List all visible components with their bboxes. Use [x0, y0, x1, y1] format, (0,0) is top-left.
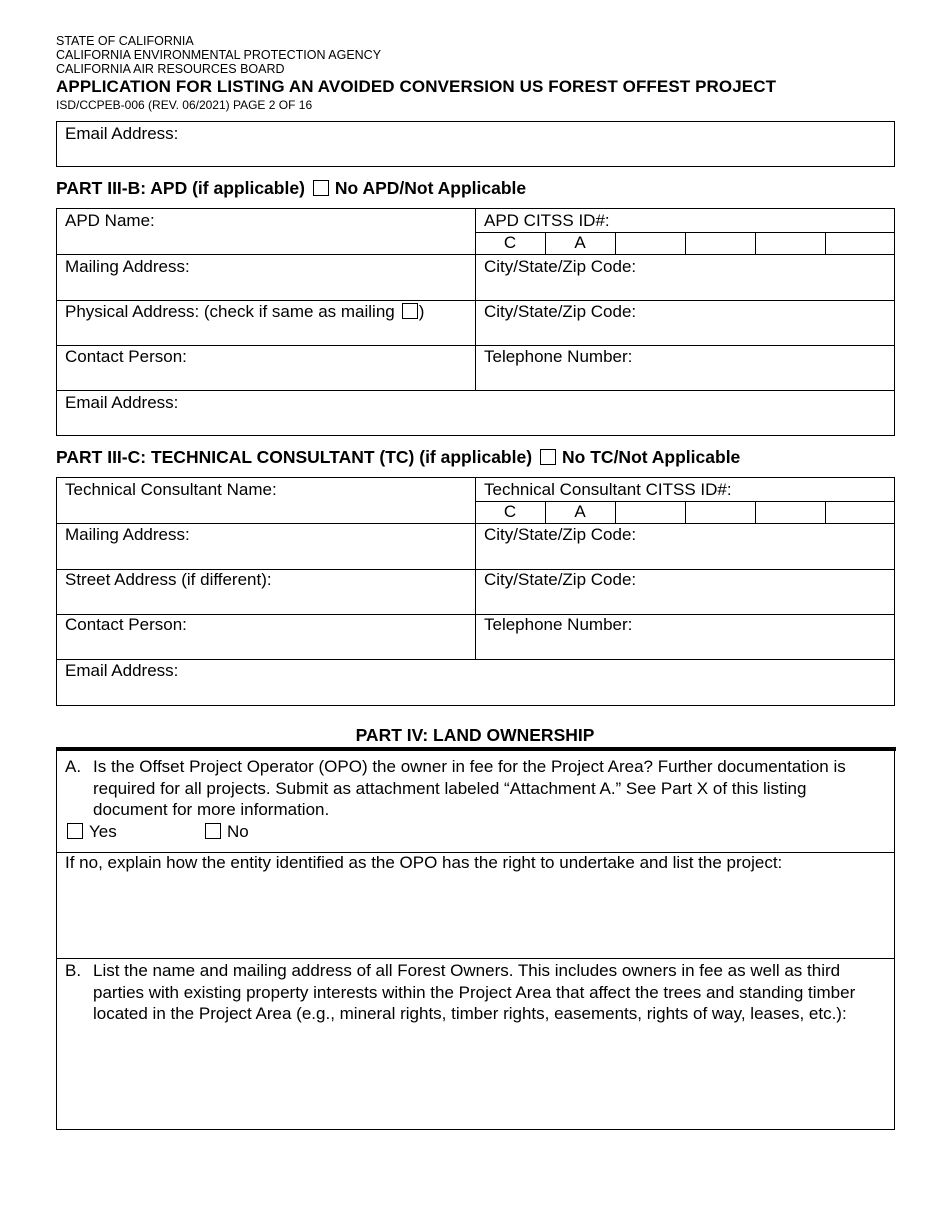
apd-citss-label: APD CITSS ID#: [484, 211, 610, 230]
tc-street-address-field[interactable]: Street Address (if different): [65, 570, 272, 589]
apd-city-state-zip-2[interactable]: City/State/Zip Code: [484, 302, 637, 321]
tc-citss-c: C [503, 502, 517, 521]
apd-citss-c: C [503, 233, 517, 252]
tc-mailing-address-field[interactable]: Mailing Address: [65, 525, 190, 544]
apd-mailing-address-field[interactable]: Mailing Address: [65, 257, 190, 276]
question-a-text: Is the Offset Project Operator (OPO) the owner in fee for the Project Area? Further documentation is required for all projects. Submit as attachment labeled “Attachment A.” See Part X of this listing document for more information. [93, 757, 846, 819]
apd-physical-label: Physical Address: (check if same as mailing [65, 302, 395, 321]
tc-telephone-field[interactable]: Telephone Number: [484, 615, 633, 634]
apd-name-field[interactable]: APD Name: [65, 211, 155, 230]
yes-checkbox[interactable] [67, 823, 83, 839]
part-iii-c-title: PART III-C: TECHNICAL CONSULTANT (TC) (if applicable) [56, 447, 533, 467]
part-iv-title: PART IV: LAND OWNERSHIP [355, 725, 595, 745]
question-a-letter: A. [65, 757, 82, 776]
part-iii-b-title: PART III-B: APD (if applicable) [56, 178, 305, 198]
apd-contact-person-field[interactable]: Contact Person: [65, 347, 187, 366]
apd-citss-a: A [574, 233, 586, 252]
apd-table [56, 208, 895, 436]
form-title: APPLICATION FOR LISTING AN AVOIDED CONVERSION US FOREST OFFEST PROJECT [56, 77, 777, 96]
no-apd-checkbox[interactable] [313, 180, 329, 196]
part-iii-c-heading [56, 447, 740, 468]
yes-option[interactable] [67, 822, 117, 842]
question-b-letter: B. [65, 961, 82, 980]
apd-physical-address-field[interactable] [65, 302, 424, 322]
no-checkbox[interactable] [205, 823, 221, 839]
land-ownership-table [56, 751, 895, 1130]
tc-citss-a: A [574, 502, 586, 521]
tc-city-state-zip-1[interactable]: City/State/Zip Code: [484, 525, 637, 544]
header-board: CALIFORNIA AIR RESOURCES BOARD [56, 62, 285, 76]
no-tc-label: No TC/Not Applicable [562, 447, 741, 467]
tc-table [56, 477, 895, 706]
apd-city-state-zip-1[interactable]: City/State/Zip Code: [484, 257, 637, 276]
no-label: No [227, 822, 249, 841]
header-state: STATE OF CALIFORNIA [56, 34, 194, 48]
no-apd-label: No APD/Not Applicable [334, 178, 527, 198]
tc-citss-label: Technical Consultant CITSS ID#: [484, 480, 732, 499]
no-option[interactable] [205, 822, 249, 842]
yes-label: Yes [89, 822, 117, 841]
tc-email-field[interactable]: Email Address: [65, 661, 179, 680]
opo-right-explanation-field[interactable]: If no, explain how the entity identified as the OPO has the right to undertake and list the project: [65, 853, 783, 872]
email-field-top[interactable] [56, 121, 895, 167]
same-as-mailing-checkbox[interactable] [402, 303, 418, 319]
apd-physical-close: ) [418, 302, 425, 321]
email-label: Email Address: [65, 124, 179, 143]
form-id: ISD/CCPEB-006 (REV. 06/2021) PAGE 2 OF 16 [56, 98, 313, 112]
apd-telephone-field[interactable]: Telephone Number: [484, 347, 633, 366]
header-agency: CALIFORNIA ENVIRONMENTAL PROTECTION AGENCY [56, 48, 382, 62]
apd-email-field[interactable]: Email Address: [65, 393, 179, 412]
part-iii-b-heading [56, 178, 526, 199]
tc-name-field[interactable]: Technical Consultant Name: [65, 480, 277, 499]
tc-city-state-zip-2[interactable]: City/State/Zip Code: [484, 570, 637, 589]
forest-owners-field[interactable]: List the name and mailing address of all Forest Owners. This includes owners in fee as well as third parties with existing property interests within the Project Area that affect the trees and standing timber located in the Project Area (e.g., mineral rights, timber rights, easements, rights of way, leases, etc.): [93, 961, 856, 1023]
no-tc-checkbox[interactable] [540, 449, 556, 465]
tc-contact-person-field[interactable]: Contact Person: [65, 615, 187, 634]
